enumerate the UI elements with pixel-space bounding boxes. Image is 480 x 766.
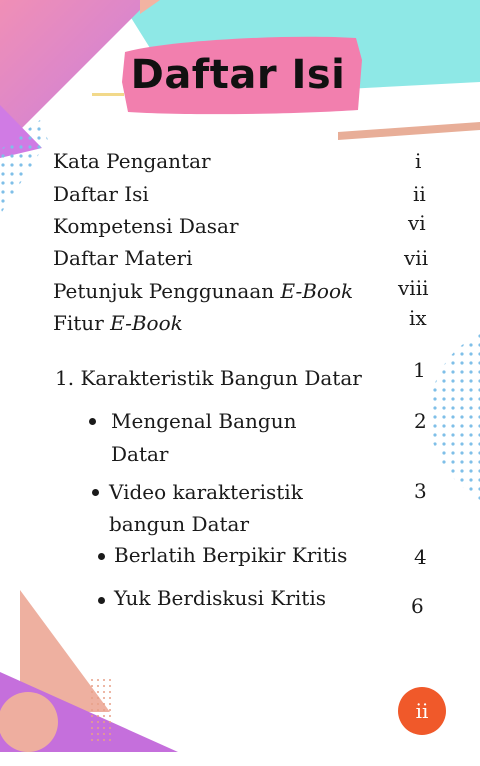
toc-item-daftar-isi: Daftar Isi [53,182,149,206]
toc-item-fitur-text: Fitur [53,311,111,335]
bullet-icon [92,489,99,496]
subitem-1-line1: Mengenal Bangun [111,409,297,433]
bullet-icon [89,418,96,425]
subitem-3-page: 4 [414,545,427,569]
toc-page-daftar-isi: ii [413,182,426,206]
subitem-2-line1: Video karakteristik [109,480,303,504]
toc-item-kata-pengantar: Kata Pengantar [53,149,211,173]
toc-item-petunjuk-text: Petunjuk Penggunaan [53,279,281,303]
toc-page-petunjuk: viii [398,276,429,300]
dots-right [429,334,480,500]
toc-page-daftar-materi: vii [404,246,429,270]
bullet-icon [98,597,105,604]
toc-page-fitur: ix [409,306,427,330]
page-title: Daftar Isi [130,52,346,98]
page-number-badge: ii [398,687,446,735]
toc-item-fitur-emph: E-Book [110,311,183,335]
subitem-1-line2: Datar [111,442,169,466]
toc-page-kata-pengantar: i [415,149,422,173]
bullet-icon [98,553,105,560]
subitem-3-line1: Berlatih Berpikir Kritis [114,543,348,567]
bottom-peach-circle [0,692,58,752]
peach-line [338,122,480,140]
chapter-page: 1 [413,358,426,382]
subitem-2-page: 3 [414,479,427,503]
toc-item-kompetensi-dasar: Kompetensi Dasar [53,214,239,238]
toc-item-petunjuk-emph: E-Book [280,279,354,303]
subitem-4-line1: Yuk Berdiskusi Kritis [114,586,326,610]
subitem-1-page: 2 [414,409,427,433]
subitem-4-page: 6 [411,594,424,618]
subitem-2-line2: bangun Datar [109,512,250,536]
toc-item-fitur [53,311,183,335]
toc-page-kompetensi-dasar: vi [408,211,426,235]
toc-item-daftar-materi: Daftar Materi [53,246,193,270]
toc-item-petunjuk [53,279,353,303]
chapter-title: 1. Karakteristik Bangun Datar [55,366,362,390]
bottom-dots [90,678,114,742]
